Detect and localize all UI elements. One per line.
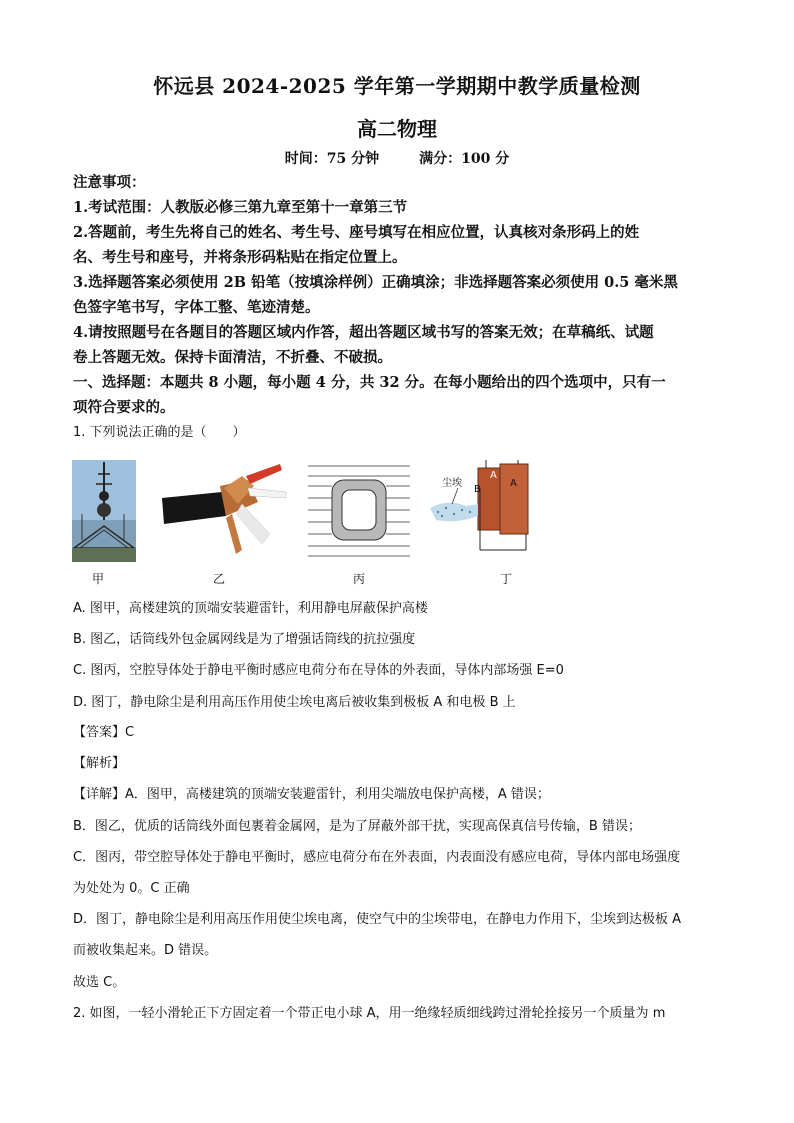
notice-item-3b: 色签字笔书写，字体工整、笔迹清楚。 xyxy=(73,299,320,316)
fig-label-ding: 丁 xyxy=(500,572,513,586)
q1-option-d: D. 图丁，静电除尘是利用高压作用使尘埃电离后被收集到极板 A 和电极 B 上 xyxy=(73,695,516,710)
q1-option-a: A. 图甲，高楼建筑的顶端安装避雷针，利用静电屏蔽保护高楼 xyxy=(73,601,428,616)
notice-item-3a: 3.选择题答案必须使用 2B 铅笔（按填涂样例）正确填涂；非选择题答案必须使用 0.5 毫米黑 xyxy=(73,274,678,291)
detail-tag: 【详解】 xyxy=(73,787,126,802)
notice-item-4b: 卷上答题无效。保持卡面清洁，不折叠、不破损。 xyxy=(73,349,392,366)
notice-item-2b: 名、考生号和座号，并将条形码粘贴在指定位置上。 xyxy=(73,249,407,266)
notice-item-1: 1.考试范围：人教版必修三第九章至第十一章第三节 xyxy=(73,199,408,216)
notice-heading: 注意事项： xyxy=(73,174,146,191)
lightning-rod-photo xyxy=(72,460,136,562)
section-heading-1: 一、选择题：本题共 8 小题，每小题 4 分，共 32 分。在每小题给出的四个选项中，只有一 xyxy=(73,374,666,391)
notice-item-4a: 4.请按照题号在各题目的答题区域内作答，超出答题区域书写的答案无效；在草稿纸、试题 xyxy=(73,324,654,341)
q1-option-b: B. 图乙，话筒线外包金属网线是为了增强话筒线的抗拉强度 xyxy=(73,632,416,647)
plate-a-label-2: A xyxy=(510,478,517,489)
exam-title: 怀远县 2024-2025 学年第一学期期中教学质量检测 xyxy=(153,74,641,98)
answer-value: C xyxy=(125,725,135,740)
q1-answer xyxy=(73,723,723,743)
detail-d-1: D．图丁，静电除尘是利用高压作用使尘埃电离，使空气中的尘埃带电，在静电力作用下，尘埃到达极板 A xyxy=(73,912,682,927)
detail-a xyxy=(73,785,723,805)
fig-label-jia: 甲 xyxy=(92,572,105,586)
hollow-conductor-field-diagram xyxy=(306,458,412,562)
electrode-b-label: B xyxy=(474,484,481,495)
subject-title: 高二物理 xyxy=(357,117,437,141)
plate-a-label-1: A xyxy=(490,470,497,481)
electrostatic-precipitator-diagram xyxy=(426,458,550,562)
exam-time: 时间：75 分钟 xyxy=(284,151,380,167)
analysis-tag: 【解析】 xyxy=(73,756,126,771)
q1-figures xyxy=(70,458,550,588)
section-heading-2: 项符合要求的。 xyxy=(73,399,175,416)
fig-label-bing: 丙 xyxy=(353,572,366,586)
exam-score: 满分：100 分 xyxy=(419,151,510,167)
detail-d-2: 而被收集起来。D 错误。 xyxy=(73,943,218,958)
fig-label-yi: 乙 xyxy=(213,572,226,586)
detail-c-2: 为处处为 0。C 正确 xyxy=(73,881,190,896)
q2-stem: 2. 如图，一轻小滑轮正下方固定着一个带正电小球 A，用一绝缘轻质细线跨过滑轮拴接另一个质量为 m xyxy=(73,1006,666,1021)
dust-label: 尘埃 xyxy=(442,478,462,489)
exam-meta xyxy=(0,148,794,168)
conclusion: 故选 C。 xyxy=(73,975,126,990)
detail-c-1: C．图丙，带空腔导体处于静电平衡时，感应电荷分布在外表面，内表面没有感应电荷，导体内部电场强度 xyxy=(73,850,681,865)
shielded-cable-image xyxy=(162,458,292,562)
detail-b: B．图乙，优质的话筒线外面包裹着金属网，是为了屏蔽外部干扰，实现高保真信号传输，B 错误； xyxy=(73,819,641,834)
q1-stem: 1. 下列说法正确的是（ ） xyxy=(73,425,246,440)
detail-a-text: A．图甲，高楼建筑的顶端安装避雷针，利用尖端放电保护高楼，A 错误； xyxy=(125,787,550,802)
answer-tag: 【答案】 xyxy=(73,725,126,740)
q1-option-c: C. 图丙，空腔导体处于静电平衡时感应电荷分布在导体的外表面，导体内部场强 E=0 xyxy=(73,663,564,678)
notice-item-2a: 2.答题前，考生先将自己的姓名、考生号、座号填写在相应位置，认真核对条形码上的姓 xyxy=(73,224,640,241)
